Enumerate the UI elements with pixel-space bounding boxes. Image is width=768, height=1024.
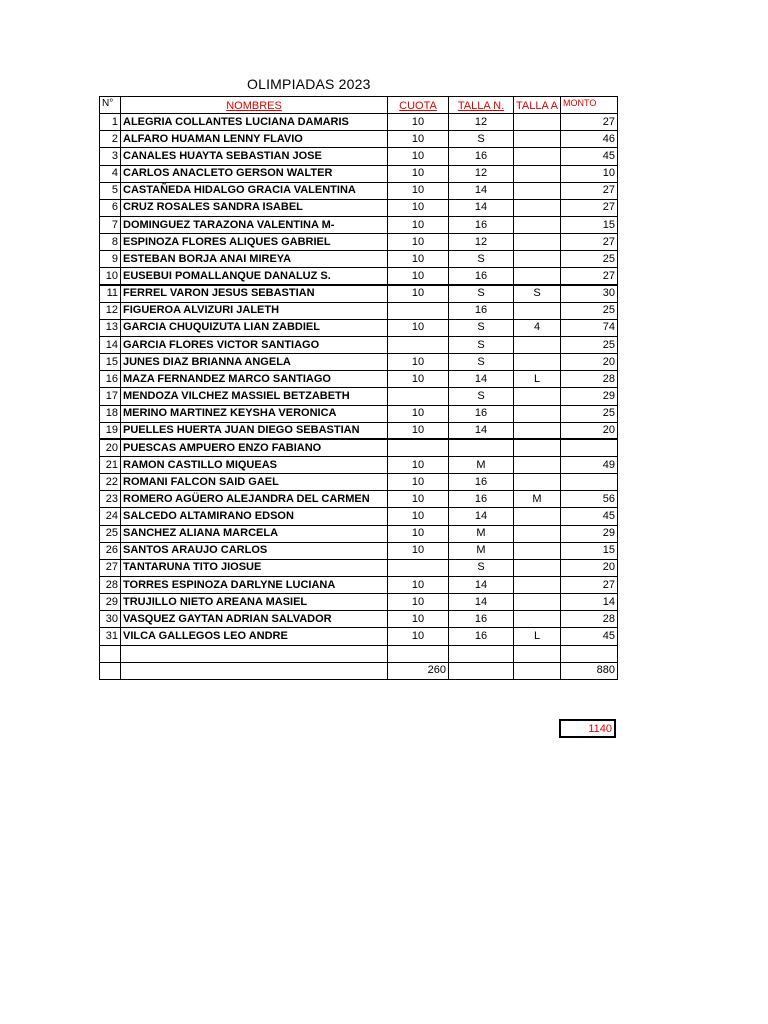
monto-value: 20 xyxy=(561,422,618,439)
table-row xyxy=(100,525,618,542)
cuota-value: 10 xyxy=(388,456,449,473)
talla-a-value xyxy=(514,148,561,165)
talla-a-value xyxy=(514,114,561,131)
talla-a-value xyxy=(514,422,561,439)
talla-n-value: 14 xyxy=(449,371,514,388)
monto-value: 27 xyxy=(561,234,618,251)
student-name: ALEGRIA COLLANTES LUCIANA DAMARIS xyxy=(121,114,388,131)
table-row xyxy=(100,114,618,131)
row-number: 8 xyxy=(100,234,121,251)
table-row xyxy=(100,336,618,353)
totals-empty-cell xyxy=(121,662,388,679)
student-name: PUESCAS AMPUERO ENZO FABIANO xyxy=(121,439,388,456)
table-row xyxy=(100,491,618,508)
talla-a-value xyxy=(514,439,561,456)
table-row xyxy=(100,216,618,233)
table-row xyxy=(100,354,618,371)
monto-value: 25 xyxy=(561,405,618,422)
student-name: TORRES ESPINOZA DARLYNE LUCIANA xyxy=(121,576,388,593)
talla-a-value xyxy=(514,388,561,405)
monto-value: 20 xyxy=(561,559,618,576)
row-number: 14 xyxy=(100,336,121,353)
talla-a-value xyxy=(514,542,561,559)
header-cuota: CUOTA xyxy=(388,97,449,114)
talla-a-value xyxy=(514,216,561,233)
table-row xyxy=(100,456,618,473)
talla-n-value: 16 xyxy=(449,628,514,645)
table-row xyxy=(100,576,618,593)
header-talla-a: TALLA A xyxy=(514,97,561,114)
student-name: MENDOZA VILCHEZ MASSIEL BETZABETH xyxy=(121,388,388,405)
total-cuota: 260 xyxy=(388,662,449,679)
monto-value xyxy=(561,439,618,456)
cuota-value: 10 xyxy=(388,422,449,439)
header-talla-n: TALLA N. xyxy=(449,97,514,114)
talla-a-value xyxy=(514,525,561,542)
talla-a-value: 4 xyxy=(514,319,561,336)
monto-value: 27 xyxy=(561,576,618,593)
cuota-value: 10 xyxy=(388,525,449,542)
monto-value: 15 xyxy=(561,216,618,233)
row-number: 18 xyxy=(100,405,121,422)
cuota-value: 10 xyxy=(388,371,449,388)
student-name: ESTEBAN BORJA ANAI MIREYA xyxy=(121,251,388,268)
totals-empty-cell xyxy=(100,662,121,679)
talla-a-value xyxy=(514,336,561,353)
cuota-value: 10 xyxy=(388,594,449,611)
row-number: 2 xyxy=(100,131,121,148)
monto-value: 45 xyxy=(561,628,618,645)
student-name: SALCEDO ALTAMIRANO EDSON xyxy=(121,508,388,525)
table-row xyxy=(100,251,618,268)
row-number: 29 xyxy=(100,594,121,611)
talla-a-value xyxy=(514,456,561,473)
cuota-value: 10 xyxy=(388,354,449,371)
student-name: CANALES HUAYTA SEBASTIAN JOSE xyxy=(121,148,388,165)
student-name: DOMINGUEZ TARAZONA VALENTINA M- xyxy=(121,216,388,233)
table-row xyxy=(100,542,618,559)
monto-value: 25 xyxy=(561,336,618,353)
student-name: JUNES DIAZ BRIANNA ANGELA xyxy=(121,354,388,371)
talla-n-value: S xyxy=(449,319,514,336)
row-number: 20 xyxy=(100,439,121,456)
grand-total-cell: 1140 xyxy=(559,719,616,738)
header-nombres: NOMBRES xyxy=(121,97,388,114)
student-name: RAMON CASTILLO MIQUEAS xyxy=(121,456,388,473)
monto-value: 45 xyxy=(561,508,618,525)
talla-n-value: 16 xyxy=(449,216,514,233)
row-number: 7 xyxy=(100,216,121,233)
talla-n-value: 16 xyxy=(449,148,514,165)
empty-cell xyxy=(388,645,449,662)
monto-value: 27 xyxy=(561,182,618,199)
row-number: 9 xyxy=(100,251,121,268)
talla-a-value xyxy=(514,131,561,148)
student-name: TANTARUNA TITO JIOSUE xyxy=(121,559,388,576)
cuota-value xyxy=(388,439,449,456)
talla-a-value xyxy=(514,182,561,199)
cuota-value: 10 xyxy=(388,199,449,216)
table-row xyxy=(100,302,618,319)
cuota-value: 10 xyxy=(388,165,449,182)
row-number: 15 xyxy=(100,354,121,371)
monto-value: 46 xyxy=(561,131,618,148)
cuota-value: 10 xyxy=(388,611,449,628)
talla-a-value xyxy=(514,474,561,491)
monto-value: 25 xyxy=(561,251,618,268)
cuota-value: 10 xyxy=(388,182,449,199)
talla-n-value: 16 xyxy=(449,302,514,319)
table-row xyxy=(100,131,618,148)
monto-value: 27 xyxy=(561,268,618,285)
empty-row xyxy=(100,645,618,662)
talla-a-value xyxy=(514,251,561,268)
talla-n-value: 12 xyxy=(449,165,514,182)
talla-n-value: S xyxy=(449,336,514,353)
row-number: 1 xyxy=(100,114,121,131)
talla-a-value: L xyxy=(514,371,561,388)
talla-n-value: 14 xyxy=(449,508,514,525)
talla-a-value xyxy=(514,405,561,422)
talla-a-value xyxy=(514,302,561,319)
talla-n-value: 14 xyxy=(449,182,514,199)
header-number: N° xyxy=(100,97,121,114)
cuota-value: 10 xyxy=(388,216,449,233)
empty-cell xyxy=(100,645,121,662)
student-name: GARCIA CHUQUIZUTA LIAN ZABDIEL xyxy=(121,319,388,336)
talla-n-value: 14 xyxy=(449,422,514,439)
monto-value: 27 xyxy=(561,114,618,131)
row-number: 22 xyxy=(100,474,121,491)
row-number: 16 xyxy=(100,371,121,388)
table-row xyxy=(100,474,618,491)
row-number: 26 xyxy=(100,542,121,559)
table-row xyxy=(100,268,618,285)
cuota-value: 10 xyxy=(388,542,449,559)
row-number: 21 xyxy=(100,456,121,473)
talla-a-value: S xyxy=(514,285,561,302)
cuota-value: 10 xyxy=(388,131,449,148)
talla-a-value xyxy=(514,611,561,628)
table-row xyxy=(100,594,618,611)
cuota-value xyxy=(388,336,449,353)
cuota-value: 10 xyxy=(388,148,449,165)
monto-value: 14 xyxy=(561,594,618,611)
student-name: VASQUEZ GAYTAN ADRIAN SALVADOR xyxy=(121,611,388,628)
monto-value: 20 xyxy=(561,354,618,371)
table-row xyxy=(100,628,618,645)
talla-a-value: L xyxy=(514,628,561,645)
talla-a-value xyxy=(514,594,561,611)
talla-a-value xyxy=(514,354,561,371)
monto-value: 25 xyxy=(561,302,618,319)
talla-n-value: 14 xyxy=(449,594,514,611)
row-number: 24 xyxy=(100,508,121,525)
student-name: VILCA GALLEGOS LEO ANDRE xyxy=(121,628,388,645)
sheet-title: OLIMPIADAS 2023 xyxy=(247,76,371,92)
cuota-value: 10 xyxy=(388,319,449,336)
talla-n-value: 16 xyxy=(449,611,514,628)
row-number: 11 xyxy=(100,285,121,302)
talla-n-value: S xyxy=(449,131,514,148)
table-row xyxy=(100,199,618,216)
student-name: ESPINOZA FLORES ALIQUES GABRIEL xyxy=(121,234,388,251)
table-row xyxy=(100,611,618,628)
empty-cell xyxy=(121,645,388,662)
student-name: EUSEBUI POMALLANQUE DANALUZ S. xyxy=(121,268,388,285)
talla-a-value xyxy=(514,268,561,285)
table-row xyxy=(100,559,618,576)
student-name: GARCIA FLORES VICTOR SANTIAGO xyxy=(121,336,388,353)
monto-value: 28 xyxy=(561,371,618,388)
talla-n-value: 14 xyxy=(449,199,514,216)
cuota-value: 10 xyxy=(388,628,449,645)
monto-value: 15 xyxy=(561,542,618,559)
table-row xyxy=(100,319,618,336)
monto-value: 45 xyxy=(561,148,618,165)
talla-n-value: 12 xyxy=(449,114,514,131)
talla-n-value xyxy=(449,439,514,456)
row-number: 23 xyxy=(100,491,121,508)
cuota-value xyxy=(388,388,449,405)
student-name: SANCHEZ ALIANA MARCELA xyxy=(121,525,388,542)
talla-a-value: M xyxy=(514,491,561,508)
talla-a-value xyxy=(514,234,561,251)
row-number: 31 xyxy=(100,628,121,645)
student-name: PUELLES HUERTA JUAN DIEGO SEBASTIAN xyxy=(121,422,388,439)
talla-n-value: S xyxy=(449,251,514,268)
table-row xyxy=(100,234,618,251)
cuota-value: 10 xyxy=(388,285,449,302)
cuota-value: 10 xyxy=(388,491,449,508)
cuota-value: 10 xyxy=(388,114,449,131)
table-row xyxy=(100,439,618,456)
totals-empty-cell xyxy=(514,662,561,679)
talla-a-value xyxy=(514,576,561,593)
row-number: 13 xyxy=(100,319,121,336)
table-row xyxy=(100,508,618,525)
row-number: 17 xyxy=(100,388,121,405)
talla-n-value: 12 xyxy=(449,234,514,251)
monto-value: 10 xyxy=(561,165,618,182)
cuota-value: 10 xyxy=(388,576,449,593)
monto-value: 28 xyxy=(561,611,618,628)
cuota-value xyxy=(388,302,449,319)
row-number: 30 xyxy=(100,611,121,628)
talla-n-value: M xyxy=(449,542,514,559)
talla-n-value: 16 xyxy=(449,474,514,491)
cuota-value: 10 xyxy=(388,405,449,422)
row-number: 4 xyxy=(100,165,121,182)
table-row xyxy=(100,371,618,388)
monto-value: 49 xyxy=(561,456,618,473)
cuota-value xyxy=(388,559,449,576)
monto-value: 30 xyxy=(561,285,618,302)
talla-n-value: M xyxy=(449,525,514,542)
empty-cell xyxy=(514,645,561,662)
student-name: MAZA FERNANDEZ MARCO SANTIAGO xyxy=(121,371,388,388)
monto-value: 27 xyxy=(561,199,618,216)
talla-n-value: 16 xyxy=(449,491,514,508)
cuota-value: 10 xyxy=(388,268,449,285)
student-name: FERREL VARON JESUS SEBASTIAN xyxy=(121,285,388,302)
row-number: 3 xyxy=(100,148,121,165)
talla-n-value: S xyxy=(449,559,514,576)
header-monto: MONTO xyxy=(561,97,618,114)
monto-value: 29 xyxy=(561,525,618,542)
talla-n-value: 16 xyxy=(449,268,514,285)
table-row xyxy=(100,148,618,165)
row-number: 10 xyxy=(100,268,121,285)
total-monto: 880 xyxy=(561,662,618,679)
student-name: ROMANI FALCON SAID GAEL xyxy=(121,474,388,491)
student-name: ROMERO AGÜERO ALEJANDRA DEL CARMEN xyxy=(121,491,388,508)
monto-value: 29 xyxy=(561,388,618,405)
row-number: 28 xyxy=(100,576,121,593)
talla-a-value xyxy=(514,508,561,525)
table-row xyxy=(100,422,618,439)
row-number: 25 xyxy=(100,525,121,542)
row-number: 12 xyxy=(100,302,121,319)
cuota-value: 10 xyxy=(388,251,449,268)
talla-a-value xyxy=(514,165,561,182)
monto-value xyxy=(561,474,618,491)
student-name: CARLOS ANACLETO GERSON WALTER xyxy=(121,165,388,182)
table-row xyxy=(100,405,618,422)
cuota-value: 10 xyxy=(388,508,449,525)
row-number: 5 xyxy=(100,182,121,199)
table-row xyxy=(100,388,618,405)
row-number: 19 xyxy=(100,422,121,439)
totals-empty-cell xyxy=(449,662,514,679)
cuota-value: 10 xyxy=(388,474,449,491)
student-name: FIGUEROA ALVIZURI JALETH xyxy=(121,302,388,319)
header-row xyxy=(100,97,618,114)
student-name: CRUZ ROSALES SANDRA ISABEL xyxy=(121,199,388,216)
monto-value: 56 xyxy=(561,491,618,508)
student-name: CASTAÑEDA HIDALGO GRACIA VALENTINA xyxy=(121,182,388,199)
student-name: MERINO MARTINEZ KEYSHA VERONICA xyxy=(121,405,388,422)
talla-n-value: 16 xyxy=(449,405,514,422)
totals-row xyxy=(100,662,618,679)
talla-n-value: S xyxy=(449,354,514,371)
row-number: 27 xyxy=(100,559,121,576)
talla-n-value: S xyxy=(449,388,514,405)
empty-cell xyxy=(449,645,514,662)
talla-n-value: 14 xyxy=(449,576,514,593)
table-row xyxy=(100,182,618,199)
student-name: ALFARO HUAMAN LENNY FLAVIO xyxy=(121,131,388,148)
table-row xyxy=(100,285,618,302)
table-row xyxy=(100,165,618,182)
student-name: TRUJILLO NIETO AREANA MASIEL xyxy=(121,594,388,611)
talla-a-value xyxy=(514,559,561,576)
cuota-value: 10 xyxy=(388,234,449,251)
participants-table xyxy=(99,96,618,680)
student-name: SANTOS ARAUJO CARLOS xyxy=(121,542,388,559)
talla-n-value: M xyxy=(449,456,514,473)
monto-value: 74 xyxy=(561,319,618,336)
talla-n-value: S xyxy=(449,285,514,302)
talla-a-value xyxy=(514,199,561,216)
empty-cell xyxy=(561,645,618,662)
row-number: 6 xyxy=(100,199,121,216)
